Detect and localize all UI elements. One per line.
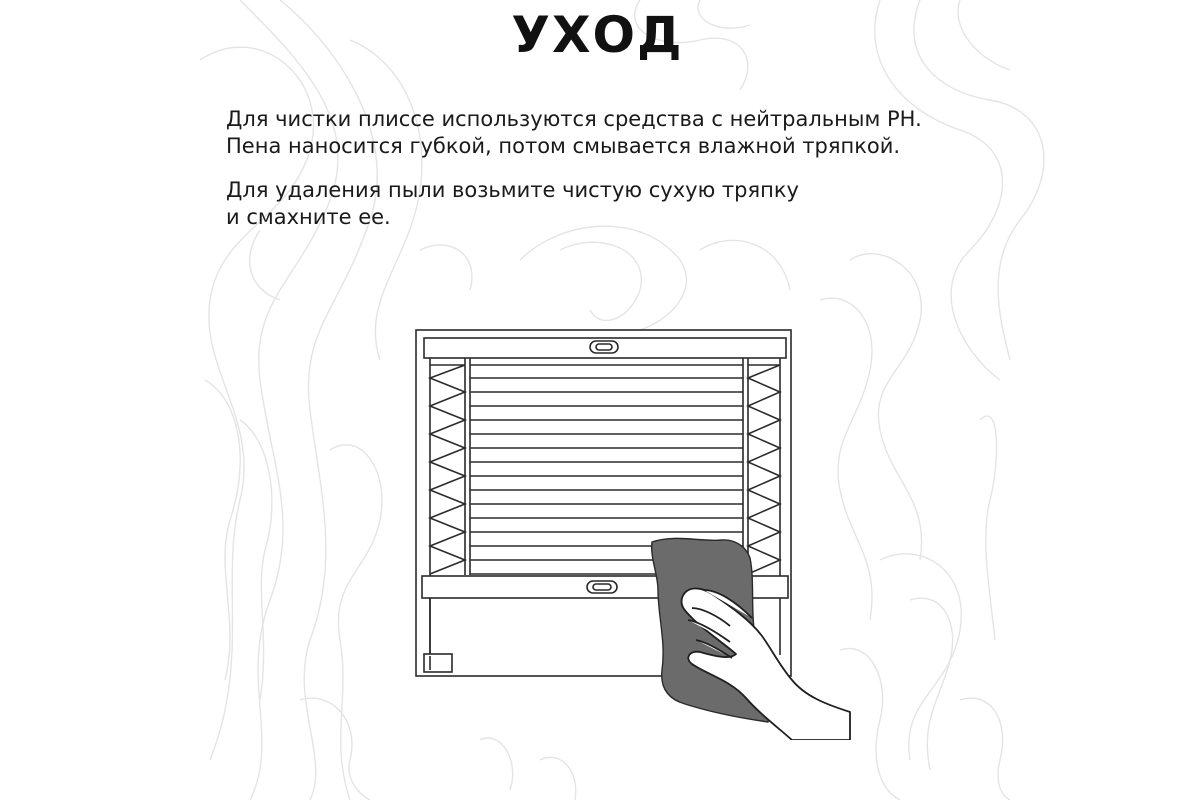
text-line: и смахните ее. [226, 205, 391, 229]
text-line: Пена наносится губкой, потом смывается влажной тряпкой. [226, 134, 901, 158]
text-line: Для удаления пыли возьмите чистую сухую тряпку [226, 178, 799, 202]
page-title: УХОД [511, 6, 684, 64]
text-line: Для чистки плиссе используются средства с нейтральным PH. [226, 107, 922, 131]
wiping-illustration [400, 320, 860, 740]
cleaning-instructions [226, 106, 922, 160]
dusting-instructions [226, 177, 799, 231]
